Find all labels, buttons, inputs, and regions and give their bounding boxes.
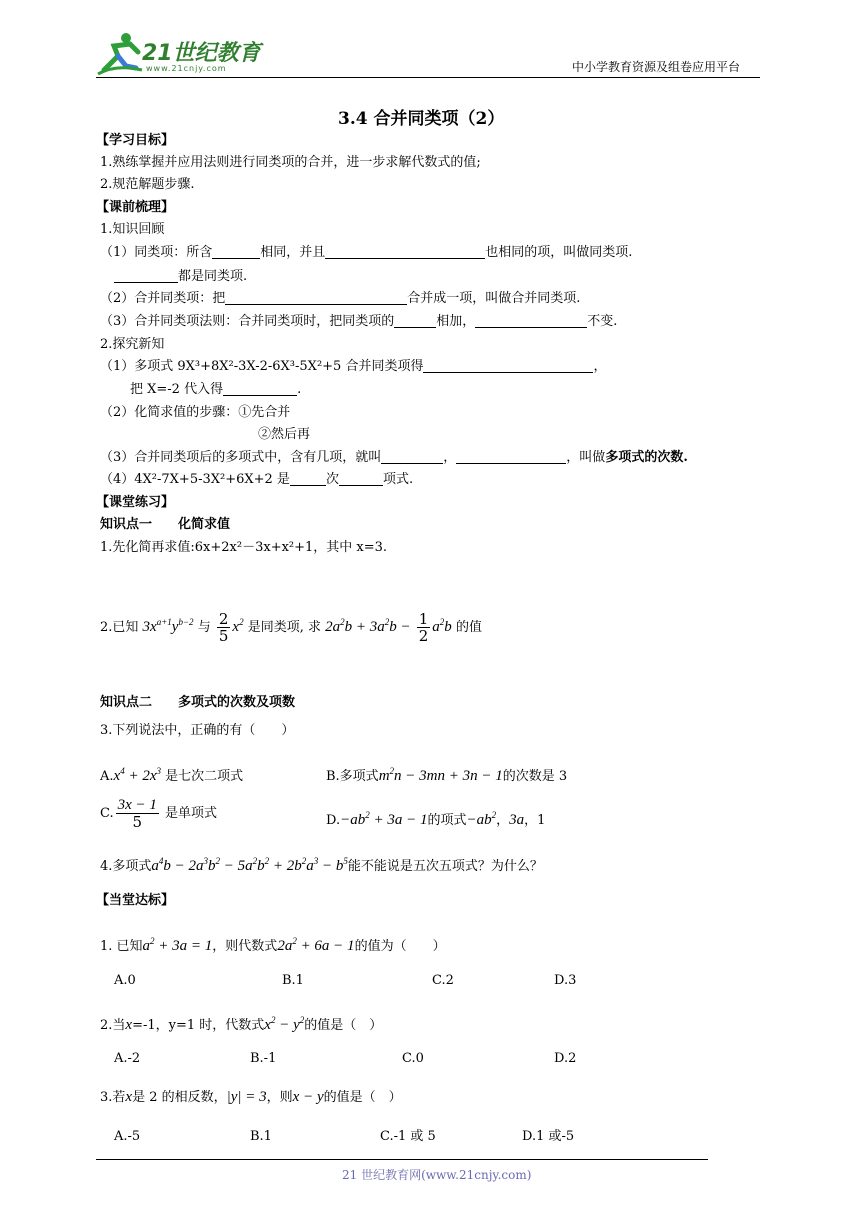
footer-text: 21 世纪教育网(www.21cnjy.com) [342,1168,532,1182]
target-q3: 3.若x是 2 的相反数，|y| = 3，则x − y的值是（ ） [100,1089,402,1105]
preview-line-8: ②然后再 [258,427,311,442]
target-q1-option-b: B.1 [282,973,304,988]
target-q1-option-a: A.0 [114,973,136,988]
preview-line-4: （3）合并同类项法则：合并同类项时，把同类项的 相加， 不变. [100,314,618,329]
preview-line-5: （1）多项式 9X³+8X²-3X-2-6X³-5X²+5 合并同类项得 ， [100,359,607,374]
preview-h2: 2.探究新知 [100,337,165,352]
target-q3-option-a: A.-5 [114,1129,141,1144]
target-q2-option-b: B.-1 [250,1051,277,1066]
q3-option-a: $A.x^4 + 2x^3$ 是七次二项式 [100,766,244,784]
target-q1-option-c: C.2 [432,973,454,988]
preview-line-3: （2）合并同类项：把 合并成一项，叫做合并同类项. [100,291,581,306]
logo [96,30,261,78]
target-q3-option-b: B.1 [250,1129,272,1144]
footer-divider [96,1159,708,1160]
target-q3-option-d: D.1 或-5 [522,1129,575,1144]
target-q1: 1. 已知$a^2 + 3a = 1$，则代数式$2a^2 + 6a - 1$的值为（ ） [100,936,446,954]
preview-h1: 1.知识回顾 [100,222,165,237]
page-title: 3.4 合并同类项（2） [338,109,505,129]
practice-q2: 2.已知 $3x^{a+1}y^{b-2}$ 与 $\frac{2}{5}$ $x^2$ 是同类项, 求 $2a^2b + 3a^2b$ − $\frac{1}{2}$ $a^2b$ 的值 [100,610,482,645]
q3-option-b: B.多项式$m^2n - 3mn + 3n - 1$的次数是 3 [326,766,568,784]
section-practice: 【课堂练习】 [96,495,175,510]
preview-line-7: （2）化简求值的步骤：①先合并 [100,405,291,420]
preview-line-1: （1）同类项：所含 相同，并且 也相同的项，叫做同类项. [100,245,633,260]
q3-option-c: C. $\frac{3x - 1}{5}$ 是单项式 [100,797,218,831]
preview-line-6: 把 X=-2 代入得 . [130,382,302,397]
header-divider [96,77,760,78]
q3-option-d: $D.-ab^2 + 3a - 1$的项式$-ab^2$，3a，1 [326,810,546,828]
knowledge-point-2: 知识点二 多项式的次数及项数 [100,695,296,710]
practice-q1: 1.先化简再求值:6x+2x²－3x+x²+1，其中 x=3. [100,540,388,555]
logo-text: 21世纪教育 [142,41,261,66]
knowledge-point-1: 知识点一 化简求值 [100,517,231,532]
goal-1: 1.熟练掌握并应用法则进行同类项的合并，进一步求解代数式的值; [100,155,481,170]
practice-q4: 4.多项式$a^4b - 2a^3b^2 - 5a^2b^2 + 2b^2a^3 - b^5$能不能说是五次五项式？为什么？ [100,856,543,874]
logo-url: www.21cnjy.com [146,64,227,73]
preview-line-10: （4）4X²-7X+5-3X²+6X+2 是 次 项式. [100,472,414,487]
preview-line-9: （3）合并同类项后的多项式中，含有几项，就叫 ， ，叫做多项式的次数. [100,450,688,465]
target-q2: 2.当x=-1，y=1 时，代数式$x^2 - y^2$的值是（ ） [100,1015,383,1033]
section-preview: 【课前梳理】 [96,200,175,215]
section-target: 【当堂达标】 [96,893,175,908]
section-goals: 【学习目标】 [96,133,175,148]
preview-line-2: 都是同类项. [114,268,247,286]
target-q3-option-c: C.-1 或 5 [380,1129,436,1144]
runner-logo-icon [96,30,146,76]
goal-2: 2.规范解题步骤. [100,177,195,192]
target-q2-option-c: C.0 [402,1051,424,1066]
target-q1-option-d: D.3 [554,973,577,988]
platform-name: 中小学教育资源及组卷应用平台 [572,60,741,74]
target-q2-option-d: D.2 [554,1051,577,1066]
target-q2-option-a: A.-2 [114,1051,141,1066]
practice-q3: 3.下列说法中，正确的有（ ） [100,723,295,738]
